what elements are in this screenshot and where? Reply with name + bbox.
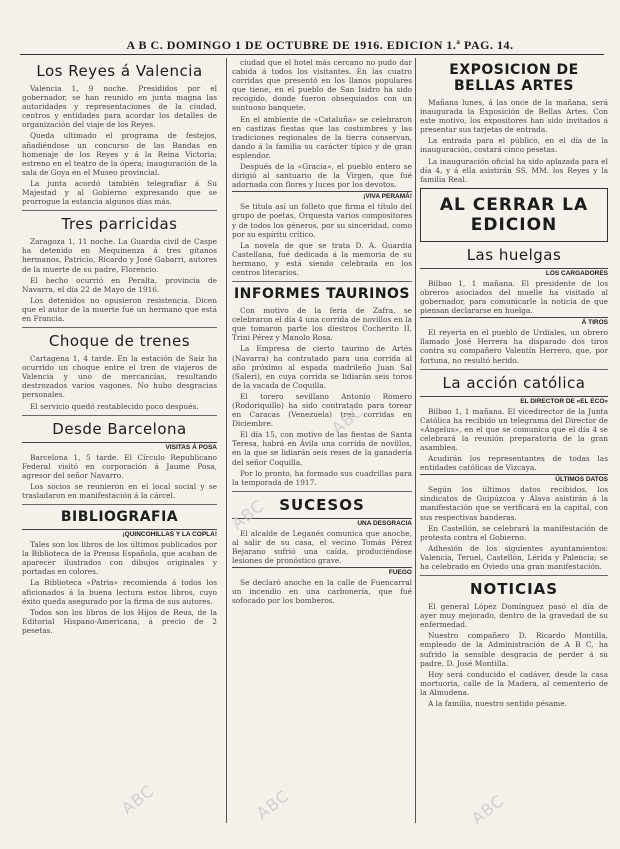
article-text: Se declaró anoche en la calle de Fuencarral un incendio en una carbonería, que fué sofocado por los bomberos. bbox=[232, 578, 412, 606]
article-text: La novela de que se trata D. A. Guardia Castellana, fué dedicada á la memoria de su hermano, y está siendo celebrada en los centros literarios. bbox=[232, 240, 412, 277]
article-title: SUCESOS bbox=[279, 495, 365, 514]
article-title: Tres parricidas bbox=[61, 215, 178, 234]
column-right bbox=[420, 58, 608, 823]
article-title: BIBLIOGRAFIA bbox=[60, 509, 179, 526]
article-text: Tales son los libros de los últimos publicados por la Biblioteca de la Prensa Española, que acaban de aparecer ilustrados con dibujos originales y portadas en colores. bbox=[22, 540, 217, 577]
article-text: El hecho ocurrió en Peralta, provincia de Navarra, el día 22 de Mayo de 1916. bbox=[22, 275, 217, 294]
article-text: Bilbao 1, 1 mañana. El presidente de los obreros asociados del muelle ha visitado al gobernador, para comunicarle la noticia de que piensan declararse en huelga. bbox=[420, 278, 608, 316]
article-text: Hoy será conducido el cadáver, desde la casa mortuoria, calle de la Madera, al cementerio de la Almudena. bbox=[420, 669, 608, 697]
divider bbox=[232, 491, 412, 492]
article-text: Los detenidos no opusieron resistencia. Dicen que el autor de la muerte fué un hermano que está en Francia. bbox=[22, 295, 217, 323]
article-text: Por lo pronto, ha formado sus cuadrillas para la temporada de 1917. bbox=[232, 468, 412, 487]
article-text: Nuestro compañero D. Ricardo Montilla, empleado de la Administración de A B C, ha sufrido la sensible desgracia de perder á su padre, D. José Montilla. bbox=[420, 631, 608, 668]
article-title: Desde Barcelona bbox=[52, 419, 187, 438]
article-text: ciudad que el hotel más cercano no pudo dar cabida á todos los visitantes. En las cuatro corridas que presentó en los llanos populares que tiene, en el pueblo de San Isidro ha sido recogido, donde fueron obsequiados con un suntuoso banquete. bbox=[232, 58, 412, 113]
divider bbox=[232, 281, 412, 282]
page-header: A B C. DOMINGO 1 DE OCTUBRE DE 1916. EDICION 1.ª PAG. 14. bbox=[126, 38, 514, 52]
article-text: Se titula así un folleto que firma el título del grupo de poetas, Orquesta varios compositores y de todos los géneros, por su sinceridad, como por su espíritu crítico. bbox=[232, 202, 412, 239]
article-title: Choque de trenes bbox=[48, 332, 191, 351]
watermark: ABC bbox=[327, 400, 368, 439]
article-text: Bilbao 1, 1 mañana. El vicedirector de la Junta Católica ha recibido un telegrama del Director de «Ángelus», en el que se comunica que el día 4 se celebrará la reunión preparatoria de la gran asamblea. bbox=[420, 406, 608, 452]
article-subtitle: ¡VIVA PERAMÁ! bbox=[232, 191, 412, 200]
article-text: El alcalde de Leganés comunica que anoche, al salir de su casa, el vecino Tomás Pérez Bejarano sufrió una caída, produciéndose lesiones de pronóstico grave. bbox=[232, 528, 412, 566]
column-middle bbox=[232, 58, 412, 823]
article-text: Según los últimos datos recibidos, los sindicatos de Guipúzcoa y Álava asistirán á la manifestación que se verificará en la capital, con sus respectivas banderas. bbox=[420, 485, 608, 522]
divider bbox=[420, 369, 608, 370]
article-subtitle: ¡QUINCOHILLAS Y LA COPLA! bbox=[22, 529, 217, 538]
article-text: La inauguración oficial ha sido aplazada para el día 4, y á ella asistirán SS. MM. los Reyes y la familia Real. bbox=[420, 156, 608, 184]
divider bbox=[22, 504, 217, 505]
article-subtitle: Á TIROS bbox=[420, 317, 608, 326]
article-title: INFORMES TAURINOS bbox=[233, 286, 411, 303]
article-text: La Empresa de cierto taurino de Artés (Navarra) ha contratado para una corrida al año próximo al espada madrileño Juan Sal (Saleri), en cuya corrida se lidiarán seis toros de la vacada de Coquilla. bbox=[232, 344, 412, 390]
article-title: NOTICIAS bbox=[469, 580, 559, 599]
article-text: En el ambiente de «Cataluña» se celebraron en castizas fiestas que las costumbres y las tradiciones regionales de la tierra conservan, dando á la familia su carácter típico y de gran esplendor. bbox=[232, 114, 412, 160]
article-subtitle: EL DIRECTOR DE «EL ECO» bbox=[420, 396, 608, 405]
divider bbox=[22, 327, 217, 328]
article-text: La Biblioteca «Patria» recomienda á todos los aficionados á la buena lectura estos libros, cuyo éxito queda asegurado por la firma de sus autores. bbox=[22, 578, 217, 606]
article-subtitle: FUEGO bbox=[232, 567, 412, 576]
watermark: ABC bbox=[467, 790, 508, 829]
article-subtitle: ÚLTIMOS DATOS bbox=[420, 474, 608, 483]
article-text: Valencia 1, 9 noche. Presididos por el gobernador, se han reunido en junta magna las autoridades y representaciones de la ciudad, centros y entidades para acordar los detalles de organización del viaje de los Reyes. bbox=[22, 84, 217, 130]
article-text: Barcelona 1, 5 tarde. El Círculo Republicano Federal visitó en corporación á Jaume Posa, agresor del señor Navarro. bbox=[22, 452, 217, 480]
watermark: ABC bbox=[252, 785, 293, 824]
article-text: A la familia, nuestro sentido pésame. bbox=[428, 699, 567, 709]
article-text: El día 15, con motivo de las fiestas de Santa Teresa, habrá en Ávila una corrida de novillos, en la que se lidiarán seis reses de la ganadería del señor Coquilla. bbox=[232, 430, 412, 467]
watermark: ABC bbox=[117, 780, 158, 819]
article-text: Mañana lunes, á las once de la mañana, será inaugurada la Exposición de Bellas Artes. Con este motivo, los expositores han sido invitados á presentar sus tarjetas de entrada. bbox=[420, 98, 608, 135]
article-text: El general López Domínguez pasó el día de ayer muy mejorado, dentro de la gravedad de su enfermedad. bbox=[420, 602, 608, 630]
article-text: Con motivo de la feria de Zafra, se celebraron el día 4 una corrida de novillos en la que tomaron parte los diestros Cocherito II, Trini Pérez y Manolo Rosa. bbox=[232, 306, 412, 343]
article-text: El servicio quedó restablecido poco después. bbox=[30, 401, 199, 411]
article-text: Queda ultimado el programa de festejos, añadiéndose un concurso de las Bandas en homenaje de los Reyes y á la Reina Victoria; estreno en el teatro de la ópera; inauguración de la sala de Goya en el Museo provincial. bbox=[22, 131, 217, 177]
article-title: EXPOSICION DE BELLAS ARTES bbox=[449, 62, 579, 94]
column-left bbox=[22, 58, 217, 823]
article-text: La junta acordó también telegrafiar á Su Majestad y al Gobierno expresando que se prorrogue la estancia algunos días más. bbox=[22, 178, 217, 207]
article-title: Los Reyes á Valencia bbox=[36, 62, 203, 80]
article-title: Las huelgas bbox=[466, 245, 562, 264]
article-subtitle: VISITAS Á POSA bbox=[22, 442, 217, 451]
divider bbox=[420, 575, 608, 576]
late-news-title: AL CERRAR LA EDICION bbox=[439, 194, 589, 235]
article-text: El torero sevillano Antonio Romero (Rodoriquillo) ha sido contratado para torear en Caracas (Venezuela) tres corridas en Diciembre. bbox=[232, 391, 412, 429]
article-text: La entrada para el público, en el día de la inauguración, costará cinco pesetas. bbox=[420, 136, 608, 155]
article-text: Acudirán los representantes de todas las entidades católicas de Vizcaya. bbox=[420, 454, 608, 473]
late-news-box bbox=[420, 188, 608, 242]
article-text: Todos son los libros de los Hijos de Reus, de la Editorial Hispano-Americana, á precio de 2 pesetas. bbox=[22, 607, 217, 635]
article-text: Zaragoza 1, 11 noche. La Guardia civil de Caspe ha detenido en Mequinenza á tres gitanos hermanos, Patricio, Ricardo y José Gabarri, autores de la muerte de su padre, Florencio. bbox=[22, 237, 217, 274]
article-text: Los socios se reunieron en el local social y se trasladaron en manifestación á la cárcel. bbox=[22, 481, 217, 500]
article-text: El reyerta en el pueblo de Urdiales, un obrero llamado José Herrera ha disparado dos tiros contra su compañero Valentín Herrero, que, por fortuna, no resultó herido. bbox=[420, 328, 608, 365]
article-subtitle: UNA DESGRACIA bbox=[232, 518, 412, 527]
watermark: ABC bbox=[227, 495, 268, 534]
article-title: La acción católica bbox=[442, 373, 586, 392]
article-subtitle: LOS CARGADORES bbox=[420, 268, 608, 277]
article-text: En Castellón, se celebrará la manifestación de protesta contra el Gobierno. bbox=[420, 523, 608, 542]
divider bbox=[22, 210, 217, 211]
article-text: Adhesión de los siguientes ayuntamientos: Valencia, Teruel, Castellón, Lérida y Palencia; se ha celebrado en Oviedo una gran manifestación. bbox=[420, 543, 608, 571]
article-text: Cartagena 1, 4 tarde. En la estación de Saiz ha ocurrido un choque entre el tren de viajeros de Valencia y uno de mercancías, resultando destrozados varios vagones. No hubo desgracias personales. bbox=[22, 354, 217, 400]
divider bbox=[22, 415, 217, 416]
article-text: Después de la «Gracia», el pueblo entero se dirigió al santuario de la Virgen, que fué adornada con flores y luces por los devotos. bbox=[232, 162, 412, 190]
column-divider bbox=[415, 58, 416, 823]
header-rule bbox=[20, 54, 604, 55]
column-divider bbox=[226, 58, 227, 823]
